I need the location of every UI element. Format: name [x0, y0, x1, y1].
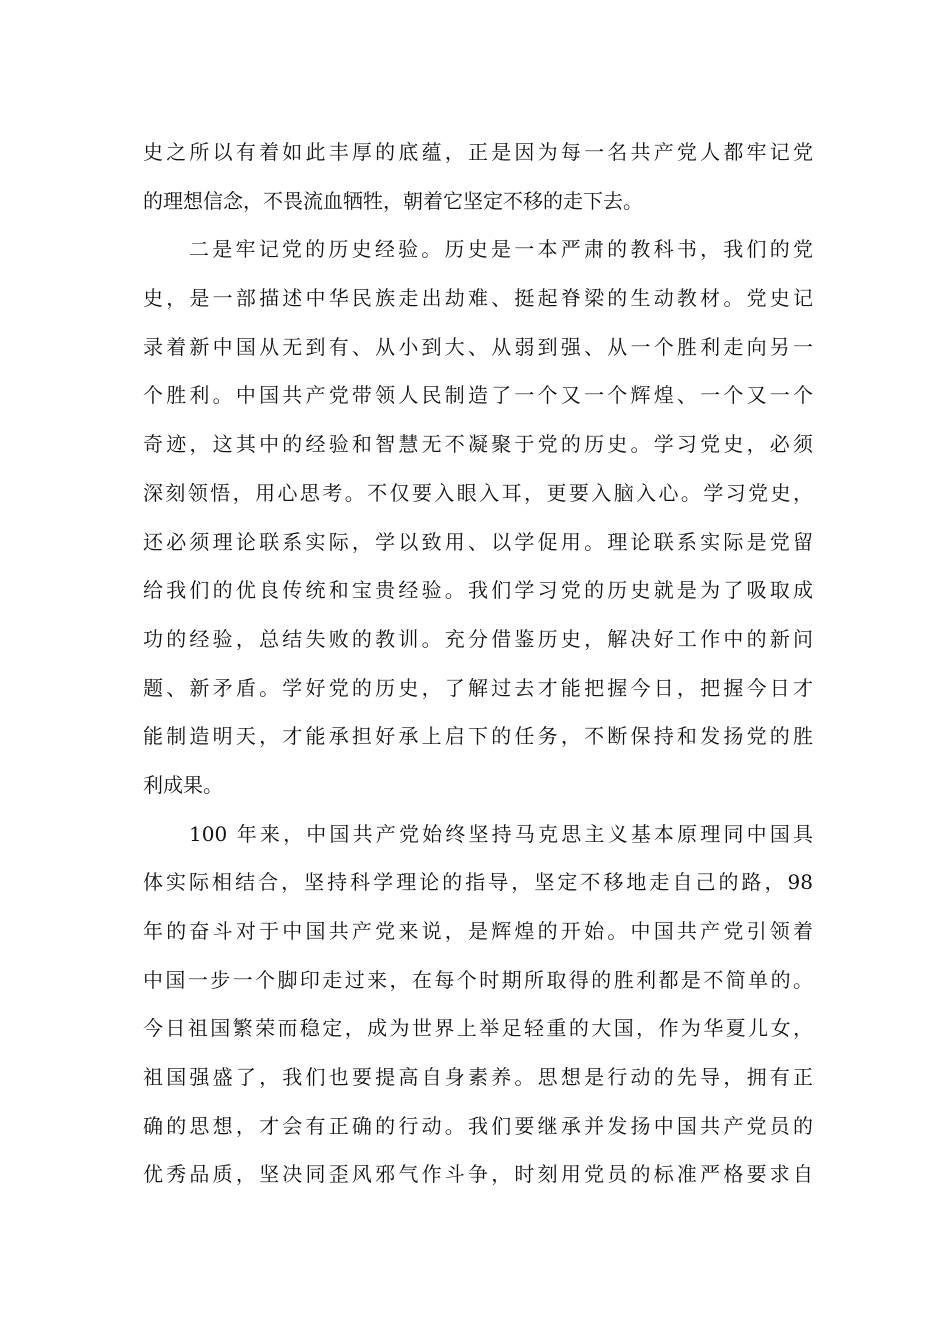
text-line: 今日祖国繁荣而稳定，成为世界上举足轻重的大国，作为华夏儿女， — [143, 1016, 813, 1041]
body-text — [143, 128, 813, 1199]
text-line: 题、新矛盾。学好党的历史，了解过去才能把握今日，把握今日才 — [143, 675, 813, 700]
text-line: 中国一步一个脚印走过来，在每个时期所取得的胜利都是不简单的。 — [143, 967, 813, 992]
text-line: 年的奋斗对于中国共产党来说，是辉煌的开始。中国共产党引领着 — [143, 919, 813, 943]
text-line: 体实际相结合，坚持科学理论的指导，坚定不移地走自己的路，98 — [143, 870, 813, 895]
text-line: 确的思想，才会有正确的行动。我们要继承并发扬中国共产党员的 — [143, 1113, 813, 1138]
text-line: 史之所以有着如此丰厚的底蕴，正是因为每一名共产党人都牢记党 — [143, 140, 813, 164]
text-line: 能制造明天，才能承担好承上启下的任务，不断保持和发扬党的胜 — [143, 724, 813, 749]
text-line: 利成果。 — [143, 772, 223, 797]
text-line: 的理想信念，不畏流血牺牲，朝着它坚定不移的走下去。 — [143, 188, 643, 213]
text-line: 深刻领悟，用心思考。不仅要入眼入耳，更要入脑入心。学习党史， — [143, 480, 813, 505]
text-line: 录着新中国从无到有、从小到大、从弱到强、从一个胜利走向另一 — [143, 334, 813, 359]
text-line: 优秀品质，坚决同歪风邪气作斗争，时刻用党员的标准严格要求自 — [143, 1162, 813, 1187]
text-line: 给我们的优良传统和宝贵经验。我们学习党的历史就是为了吸取成 — [143, 578, 813, 603]
text-line: 奇迹，这其中的经验和智慧无不凝聚于党的历史。学习党史，必须 — [143, 432, 813, 457]
text-line: 史，是一部描述中华民族走出劫难、挺起脊梁的生动教材。党史记 — [143, 286, 813, 311]
text-line: 二是牢记党的历史经验。历史是一本严肃的教科书，我们的党 — [189, 237, 813, 262]
text-line: 100 年来，中国共产党始终坚持马克思主义基本原理同中国具 — [189, 821, 813, 846]
text-line: 个胜利。中国共产党带领人民制造了一个又一个辉煌、一个又一个 — [143, 383, 813, 408]
text-line: 功的经验，总结失败的教训。充分借鉴历史，解决好工作中的新问 — [143, 626, 813, 651]
text-line: 还必须理论联系实际，学以致用、以学促用。理论联系实际是党留 — [143, 529, 813, 554]
text-line: 祖国强盛了，我们也要提高自身素养。思想是行动的先导，拥有正 — [143, 1065, 813, 1090]
